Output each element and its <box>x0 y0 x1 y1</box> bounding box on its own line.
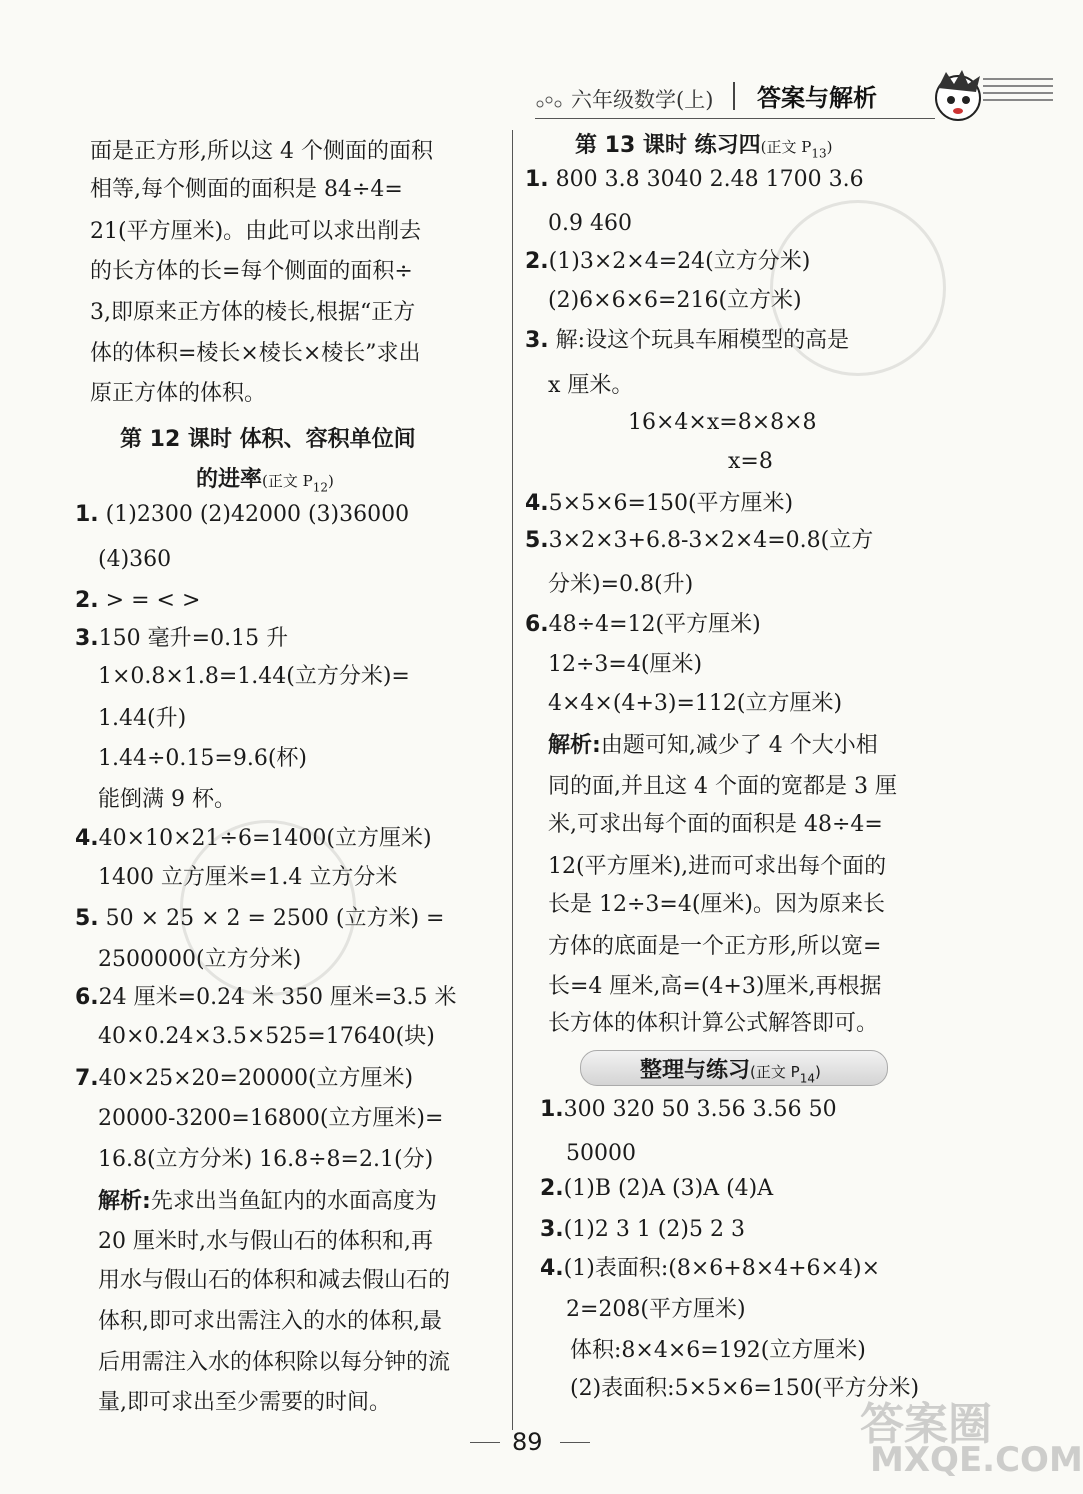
answer-line: 4×4×(4+3)=112(立方厘米) <box>548 691 843 716</box>
analysis-line: 解析:由题可知,减少了 4 个大小相 <box>548 733 878 758</box>
answer-item: 2.(1)3×2×4=24(立方分米) <box>525 249 811 274</box>
text-line: 相等,每个侧面的面积是 84÷4= <box>90 177 403 202</box>
analysis-line: 后用需注入水的体积除以每分钟的流 <box>98 1350 451 1375</box>
text-line: 的长方体的长=每个侧面的面积÷ <box>90 259 413 284</box>
answer-item: 6.24 厘米=0.24 米 350 厘米=3.5 米 <box>75 985 457 1010</box>
analysis-line: 同的面,并且这 4 个面的宽都是 3 厘 <box>548 774 897 799</box>
answer-line: 1×0.8×1.8=1.44(立方分米)= <box>98 664 410 689</box>
answer-line: (4)360 <box>98 547 172 572</box>
answer-item: 3. 解:设这个玩具车厢模型的高是 <box>525 328 850 353</box>
section-12-ref: (正文 P <box>262 472 313 490</box>
analysis-line: 20 厘米时,水与假山石的体积和,再 <box>98 1229 433 1254</box>
answer-line: 16.8(立方分米) 16.8÷8=2.1(分) <box>98 1147 434 1172</box>
analysis-line: 体积,即可求出需注入的水的体积,最 <box>98 1309 442 1334</box>
answer-item: 6.48÷4=12(平方厘米) <box>525 612 761 637</box>
answer-line: 2=208(平方厘米) <box>566 1297 746 1322</box>
answer-line: 50000 <box>566 1141 636 1166</box>
answer-item: 4.40×10×21÷6=1400(立方厘米) <box>75 826 432 851</box>
page-dash-left <box>470 1442 500 1443</box>
answer-line: 20000-3200=16800(立方厘米)= <box>98 1106 444 1131</box>
answer-line: 分米)=0.8(升) <box>548 572 694 597</box>
header-rule <box>535 118 935 119</box>
answer-item: 3.(1)2 3 1 (2)5 2 3 <box>540 1217 745 1242</box>
section-13-title: 第 13 课时 练习四(正文 $P_{13}$) <box>575 133 833 161</box>
analysis-line: 12(平方厘米),进而可求出每个面的 <box>548 854 887 879</box>
answer-line: 40×0.24×3.5×525=17640(块) <box>98 1024 435 1049</box>
header-separator <box>733 82 735 110</box>
answer-item: 5. 50 × 25 × 2 = 2500 (立方米) = <box>75 906 445 931</box>
answer-item: 2. > = < > <box>75 588 201 613</box>
text-line: 原正方体的体积。 <box>90 381 267 406</box>
text-line: 体的体积=棱长×棱长×棱长”求出 <box>90 341 421 366</box>
equation-line: x=8 <box>728 449 773 474</box>
section-12-title: 第 12 课时 体积、容积单位间 <box>120 427 416 452</box>
analysis-line: 用水与假山石的体积和减去假山石的 <box>98 1268 451 1293</box>
answer-item: 1. (1)2300 (2)42000 (3)36000 <box>75 502 410 527</box>
watermark-url: MXQE.COM <box>870 1440 1083 1480</box>
analysis-line: 米,可求出每个面的面积是 48÷4= <box>548 812 883 837</box>
answer-item: 3.150 毫升=0.15 升 <box>75 626 289 651</box>
answer-line: 体积:8×4×6=192(立方厘米) <box>570 1338 866 1363</box>
header-stripes <box>983 78 1053 106</box>
answer-item: 5.3×2×3+6.8-3×2×4=0.8(立方 <box>525 528 874 553</box>
page-dash-right <box>560 1442 590 1443</box>
review-title: 整理与练习(正文 $P_{14}$) <box>640 1058 821 1086</box>
analysis-line: 长=4 厘米,高=(4+3)厘米,再根据 <box>548 974 882 999</box>
header-grade: 六年级数学(上) <box>571 88 714 112</box>
answer-line: 2500000(立方分米) <box>98 947 302 972</box>
answer-line: 1.44(升) <box>98 706 187 731</box>
analysis-line: 方体的底面是一个正方形,所以宽= <box>548 934 882 959</box>
dots-ornament-icon <box>535 92 565 112</box>
equation-line: 16×4×x=8×8×8 <box>628 410 817 435</box>
answer-item: 4.5×5×6=150(平方厘米) <box>525 491 794 516</box>
answer-line: (2)表面积:5×5×6=150(平方分米) <box>570 1376 920 1401</box>
analysis-line: 长方体的体积计算公式解答即可。 <box>548 1011 879 1036</box>
analysis-line: 量,即可求出至少需要的时间。 <box>98 1390 391 1415</box>
stamp-watermark <box>770 200 946 376</box>
column-divider <box>512 130 513 1430</box>
section-12-title-b: 的进率 <box>196 467 263 492</box>
answer-line: (2)6×6×6=216(立方米) <box>548 288 802 313</box>
answer-item: 1.300 320 50 3.56 3.56 50 <box>540 1097 837 1122</box>
mascot-icon <box>928 70 988 126</box>
answer-line: 能倒满 9 杯。 <box>98 787 236 812</box>
analysis-line: 长是 12÷3=4(厘米)。因为原来长 <box>548 892 886 917</box>
header-title: 答案与解析 <box>757 84 877 112</box>
analysis-line: 解析:先求出当鱼缸内的水面高度为 <box>98 1189 437 1214</box>
answer-item: 1. 800 3.8 3040 2.48 1700 3.6 <box>525 167 864 192</box>
watermark-logo: 答案圈 <box>860 1399 992 1450</box>
text-line: 面是正方形,所以这 4 个侧面的面积 <box>90 139 433 164</box>
answer-line: 12÷3=4(厘米) <box>548 652 703 677</box>
text-line: 21(平方厘米)。由此可以求出削去 <box>90 219 422 244</box>
text-line: 3,即原来正方体的棱长,根据“正方 <box>90 300 416 325</box>
answer-item: 2.(1)B (2)A (3)A (4)A <box>540 1176 774 1201</box>
page-number: 89 <box>512 1428 543 1456</box>
answer-line: x 厘米。 <box>548 373 634 398</box>
answer-line: 1.44÷0.15=9.6(杯) <box>98 746 307 771</box>
answer-item: 7.40×25×20=20000(立方厘米) <box>75 1066 414 1091</box>
answer-line: 0.9 460 <box>548 211 632 236</box>
page-header <box>535 70 1050 132</box>
answer-item: 4.(1)表面积:(8×6+8×4+6×4)× <box>540 1256 880 1281</box>
stamp-watermark <box>180 820 356 996</box>
section-12-title-cont: 的进率(正文 $P_{12}$) <box>196 467 334 495</box>
section-12-ref-sub: 12 <box>312 480 329 495</box>
answer-line: 1400 立方厘米=1.4 立方分米 <box>98 865 398 890</box>
